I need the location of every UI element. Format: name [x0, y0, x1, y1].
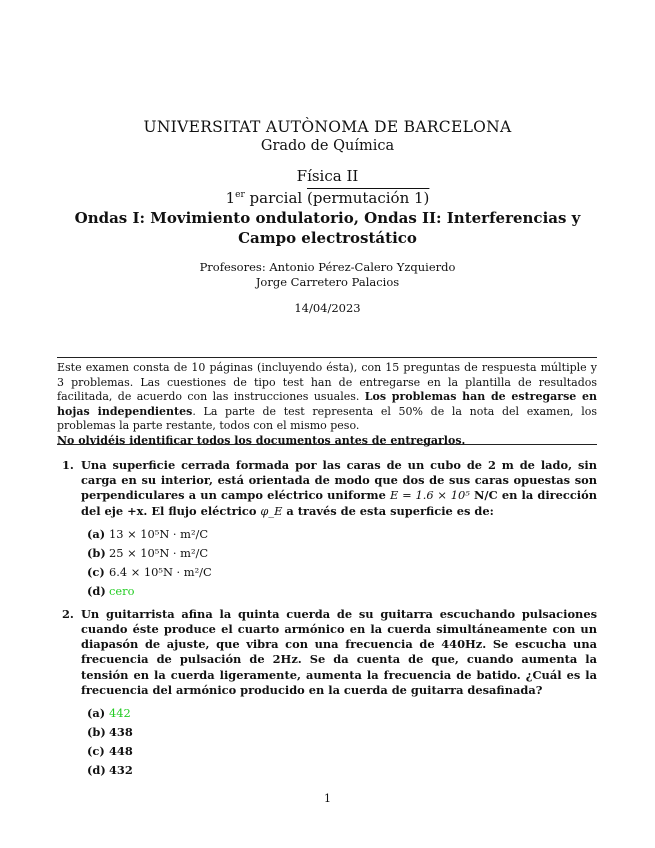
- option-a: [87, 704, 597, 723]
- option-label: (a): [87, 526, 106, 541]
- exam-ordinal: 1: [225, 189, 236, 207]
- exam-topic: Ondas I: Movimiento ondulatorio, Ondas II: Interferencias y Campo electrostático: [74, 209, 581, 247]
- option-label: (b): [87, 545, 106, 560]
- option-b: [87, 544, 597, 563]
- instructions-part-1: Este examen consta de 10 páginas (incluyendo ésta), con 15 preguntas de respuesta múltiple y 3 problemas. Las cuestiones de tipo test han de entregarse en la plantilla de resultados facilitada, de acuerdo con las instrucciones usuales.: [57, 361, 597, 403]
- option-text: 432: [109, 763, 133, 778]
- permutation-label: (permutación 1): [306, 189, 430, 207]
- option-text: 25 × 10⁵N · m²/C: [109, 545, 209, 560]
- option-text: 448: [109, 744, 133, 759]
- exam-title: [0, 186, 655, 208]
- questions-list: [62, 458, 597, 780]
- question-number: 2.: [62, 606, 74, 621]
- title-block: [0, 118, 655, 315]
- page-number: 1: [324, 792, 331, 805]
- stem-part: N/C en la dirección del eje +x. El flujo eléctrico: [81, 488, 597, 518]
- option-label: (b): [87, 725, 106, 740]
- stem-math: φ_E: [260, 503, 283, 518]
- instructions-bottom-rule: [57, 444, 597, 445]
- exam-ordinal-sup: er: [235, 190, 245, 200]
- stem-math: E = 1.6 × 10⁵: [390, 488, 470, 503]
- degree-name: Grado de Química: [260, 138, 395, 154]
- instructions-bold-2: No olvidéis identificar todos los documentos antes de entregarlos.: [57, 433, 466, 447]
- option-b: [87, 723, 597, 742]
- professor-line-2: Jorge Carretero Palacios: [255, 275, 400, 289]
- stem-part: a través de esta superficie es de:: [282, 503, 494, 518]
- option-text-correct: cero: [109, 583, 135, 598]
- professors: [0, 260, 655, 290]
- option-c: [87, 563, 597, 582]
- option-label: (d): [87, 583, 106, 598]
- option-label: (d): [87, 763, 106, 778]
- option-label: (a): [87, 706, 106, 721]
- question-1: [62, 458, 597, 601]
- option-c: [87, 742, 597, 761]
- instructions-bold-1: Los problemas han de estregarse en hojas independientes: [57, 390, 597, 418]
- question-stem: [81, 458, 597, 519]
- exam-date: 14/04/2023: [294, 301, 361, 315]
- question-stem: Un guitarrista afina la quinta cuerda de su guitarra escuchando pulsaciones cuando éste produce el cuarto armónico en la cuerda simultáneamente con un diapasón de ajuste, que vibra con una frecuencia de 440Hz. Se escucha una frecuencia de pulsación de 2Hz. Se da cuenta de que, cuando aumenta la tensión en la cuerda ligeramente, aumenta la frecuencia de batido. ¿Cuál es la frecuencia del armónico producido en la cuerda de guitarra desafinada?: [81, 606, 597, 697]
- exam-label: parcial: [244, 189, 307, 207]
- option-a: [87, 525, 597, 544]
- options-list: [87, 704, 597, 780]
- option-text-correct: 442: [109, 706, 131, 721]
- question-number: 1.: [62, 458, 74, 472]
- stem-part: Una superficie cerrada formada por las caras de un cubo de 2 m de lado, sin carga en su interior, está orientada de modo que dos de sus caras opuestas son perpendiculares a un campo eléctrico uniforme: [81, 458, 597, 503]
- instructions-part-2: . La parte de test representa el 50% de la nota del examen, los problemas la parte restante, todos con el mismo peso.: [57, 404, 597, 432]
- option-text: 6.4 × 10⁵N · m²/C: [109, 564, 212, 579]
- university-name: UNIVERSITAT AUTÒNOMA DE BARCELONA: [143, 118, 512, 136]
- option-text: 13 × 10⁵N · m²/C: [109, 526, 209, 541]
- instructions-text: [57, 361, 597, 448]
- subject-name: Física II: [296, 167, 359, 185]
- option-text: 438: [109, 725, 133, 740]
- question-2: [62, 607, 597, 780]
- option-d: [87, 582, 597, 601]
- professor-line-1: Profesores: Antonio Pérez-Calero Yzquierdo: [199, 260, 456, 274]
- instructions-top-rule: [57, 357, 597, 358]
- option-label: (c): [87, 744, 105, 759]
- option-d: [87, 761, 597, 780]
- options-list: [87, 525, 597, 601]
- option-label: (c): [87, 564, 105, 579]
